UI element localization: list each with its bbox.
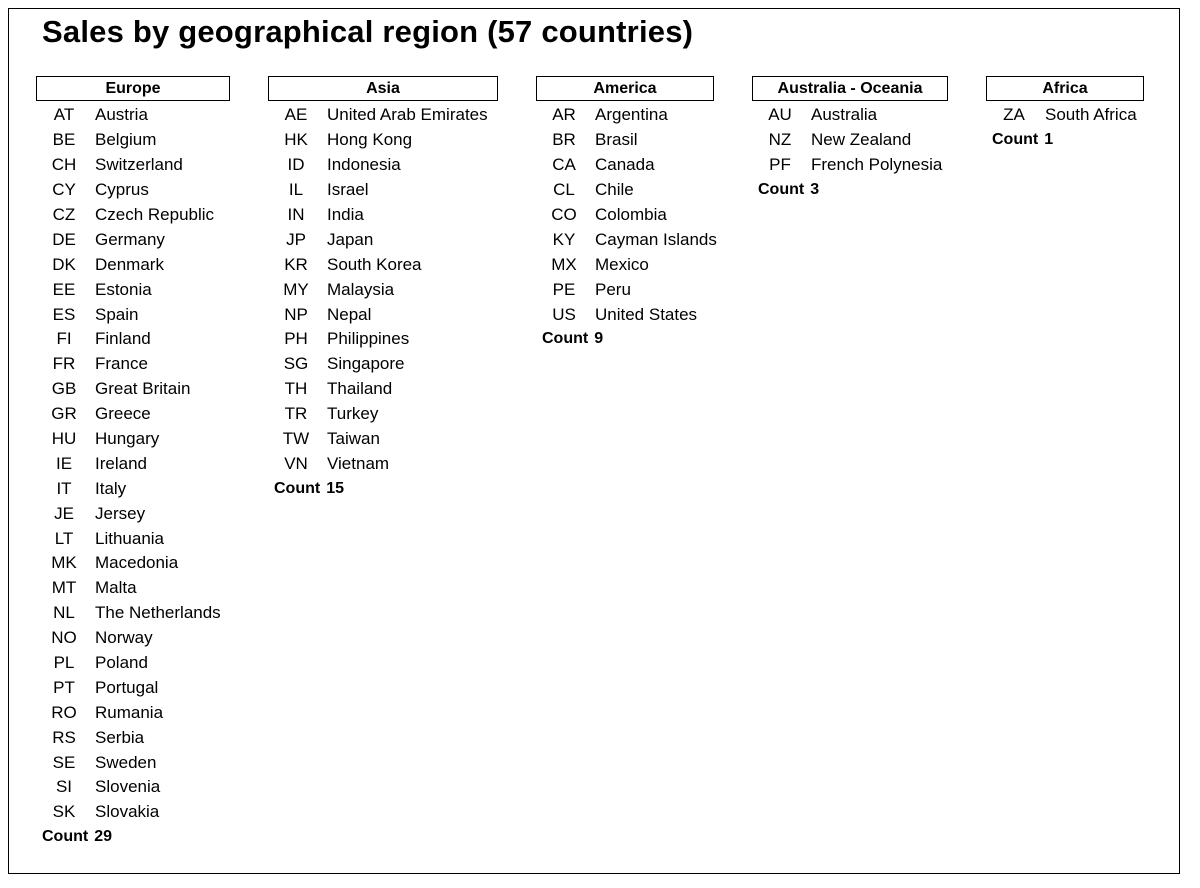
country-row [536,227,717,252]
country-row [36,651,230,676]
country-name: Great Britain [95,379,191,399]
country-row [986,103,1144,128]
country-row [36,377,230,402]
country-name: Rumania [95,702,164,722]
country-code: SE [52,752,76,772]
country-name: Austria [95,105,148,125]
country-row [36,277,230,302]
country-code: RS [52,727,76,747]
country-name: Israel [327,180,369,200]
country-row [36,128,230,153]
country-name: India [327,205,364,224]
country-code: KR [284,254,308,274]
country-row [268,252,498,277]
country-row [36,203,230,228]
country-list-australia-oceania [752,103,948,203]
region-america [536,76,717,352]
count-value: 15 [326,479,344,497]
country-row [36,576,230,601]
country-code: CH [51,155,77,175]
country-code: NZ [768,130,792,150]
region-count [42,825,230,850]
country-code: AR [552,105,576,125]
country-code: KY [552,229,576,249]
country-code: IE [55,453,73,473]
country-name: Portugal [95,677,159,697]
country-row [36,402,230,427]
country-code: HU [51,429,77,449]
country-row [36,103,230,128]
country-row [536,103,714,128]
country-name: Belgium [95,130,157,150]
country-row [536,252,714,277]
count-label: Count [274,479,321,497]
country-name: Canada [595,155,655,175]
country-code: PL [53,653,75,673]
country-code: JE [54,503,74,523]
country-row [36,252,230,277]
country-name: Philippines [327,329,410,349]
country-code: IT [56,478,72,498]
count-value: 9 [594,330,604,348]
country-row [36,601,230,626]
country-name: Malaysia [327,279,395,299]
country-code: GR [51,404,77,424]
country-name: Finland [95,329,151,349]
country-name: France [95,354,148,374]
country-row [268,103,498,128]
count-value: 3 [810,181,820,199]
country-row [752,128,948,153]
country-code: PE [552,279,576,299]
country-name: Serbia [95,727,145,747]
country-code: FR [52,354,76,374]
country-name: Cayman Islands [595,229,717,249]
country-row [268,128,498,153]
country-code: SK [52,802,76,822]
country-code: DE [52,229,76,249]
country-name: Greece [95,404,151,424]
region-header-europe: Europe [36,76,230,101]
country-code: FI [56,329,72,349]
country-code: HK [284,130,308,150]
country-name: South Korea [327,254,422,274]
country-code: IN [287,205,305,224]
country-row [268,377,498,402]
country-name: Switzerland [95,155,183,175]
country-code: TW [282,429,310,449]
country-code: AE [284,105,308,125]
region-header-asia: Asia [268,76,498,101]
country-code: ID [287,155,305,175]
country-code: SG [283,354,309,374]
country-row [268,402,498,427]
country-code: NP [284,304,308,324]
country-row [36,700,230,725]
country-code: ES [52,304,76,324]
country-name: Spain [95,304,139,324]
count-label: Count [992,131,1039,149]
region-africa [986,76,1144,153]
country-name: Argentina [595,105,668,125]
country-name: Malta [95,578,137,598]
country-name: Nepal [327,304,372,324]
country-code: AU [768,105,792,125]
country-row [268,352,498,377]
country-code: BR [552,130,576,150]
country-name: Denmark [95,254,164,274]
country-name: Turkey [327,404,379,424]
country-name: Norway [95,628,153,648]
country-name: French Polynesia [811,155,943,175]
country-code: RO [51,702,77,722]
country-name: Japan [327,229,374,249]
country-code: EE [52,279,76,299]
country-code: JP [286,229,306,249]
country-name: Chile [595,180,634,200]
country-row [36,327,230,352]
country-row [536,203,714,228]
country-name: Slovenia [95,777,161,797]
country-code: MX [551,254,577,274]
country-name: Germany [95,229,165,249]
country-name: Hong Kong [327,130,413,150]
country-name: Czech Republic [95,205,215,224]
country-row [268,153,498,178]
country-row [268,302,498,327]
country-code: SI [55,777,73,797]
country-code: CL [553,180,575,200]
country-row [36,476,230,501]
country-list-africa [986,103,1144,153]
country-row [268,178,498,203]
country-code: ZA [1003,105,1025,125]
country-code: MT [51,578,77,598]
country-row [36,427,230,452]
country-list-europe [36,103,230,850]
country-row [752,103,948,128]
country-code: CZ [52,205,76,224]
country-name: Ireland [95,453,147,473]
country-row [36,352,230,377]
country-name: Vietnam [327,453,390,473]
country-code: BE [52,130,76,150]
region-header-america: America [536,76,714,101]
country-name: Colombia [595,205,667,224]
country-row [268,203,498,228]
country-name: Singapore [327,354,405,374]
country-name: Peru [595,279,631,299]
country-code: AT [53,105,75,125]
country-row [36,302,230,327]
country-code: PT [53,677,75,697]
country-code: CY [52,180,76,200]
region-count [758,178,948,203]
country-code: US [552,304,576,324]
count-label: Count [542,330,589,348]
country-name: New Zealand [811,130,912,150]
country-code: MY [283,279,309,299]
country-name: Taiwan [327,429,380,449]
country-row [36,551,230,576]
country-code: LT [54,528,74,548]
country-name: Indonesia [327,155,401,175]
country-row [268,427,498,452]
country-name: The Netherlands [95,603,221,623]
region-header-australia-oceania: Australia - Oceania [752,76,948,101]
country-row [36,227,230,252]
country-code: GB [51,379,77,399]
country-name: Poland [95,653,148,673]
country-name: Brasil [595,130,638,150]
country-code: TR [284,404,308,424]
country-row [36,178,230,203]
country-code: PH [284,329,308,349]
country-row [752,153,948,178]
country-row [268,277,498,302]
country-row [36,725,230,750]
country-code: VN [284,453,308,473]
country-row [536,178,714,203]
country-name: Hungary [95,429,160,449]
country-name: Jersey [95,503,146,523]
country-name: Australia [811,105,878,125]
country-code: NO [51,628,77,648]
count-value: 29 [94,828,112,846]
count-value: 1 [1044,131,1054,149]
region-count [542,327,714,352]
region-count [992,128,1144,153]
country-name: United States [595,304,698,324]
country-row [36,526,230,551]
country-row [268,451,498,476]
region-asia [268,76,498,501]
country-name: South Africa [1045,105,1137,125]
country-name: Macedonia [95,553,179,573]
country-name: Lithuania [95,528,165,548]
country-row [268,327,498,352]
country-name: Italy [95,478,127,498]
country-name: Mexico [595,254,649,274]
country-name: Slovakia [95,802,160,822]
region-count [274,476,498,501]
count-label: Count [758,181,805,199]
country-row [36,750,230,775]
country-row [36,153,230,178]
country-row [536,277,714,302]
country-code: DK [52,254,76,274]
country-row [536,128,714,153]
country-row [36,626,230,651]
country-code: CO [551,205,577,224]
country-row [36,800,230,825]
country-name: Estonia [95,279,152,299]
country-code: IL [288,180,304,200]
region-australia-oceania [752,76,948,203]
region-header-africa: Africa [986,76,1144,101]
country-list-asia [268,103,498,501]
country-name: Thailand [327,379,393,399]
page-title: Sales by geographical region (57 countries) [42,14,694,49]
country-code: CA [552,155,576,175]
country-list-america [536,103,717,352]
count-label: Count [42,828,89,846]
country-name: United Arab Emirates [327,105,488,125]
country-row [36,451,230,476]
country-row [536,153,714,178]
country-name: Sweden [95,752,157,772]
country-row [36,775,230,800]
country-name: Cyprus [95,180,149,200]
region-europe [36,76,230,850]
country-row [36,675,230,700]
country-code: PF [769,155,791,175]
country-row [268,227,498,252]
country-code: MK [51,553,77,573]
country-code: TH [284,379,308,399]
country-row [536,302,714,327]
country-code: NL [53,603,75,623]
country-row [36,501,230,526]
